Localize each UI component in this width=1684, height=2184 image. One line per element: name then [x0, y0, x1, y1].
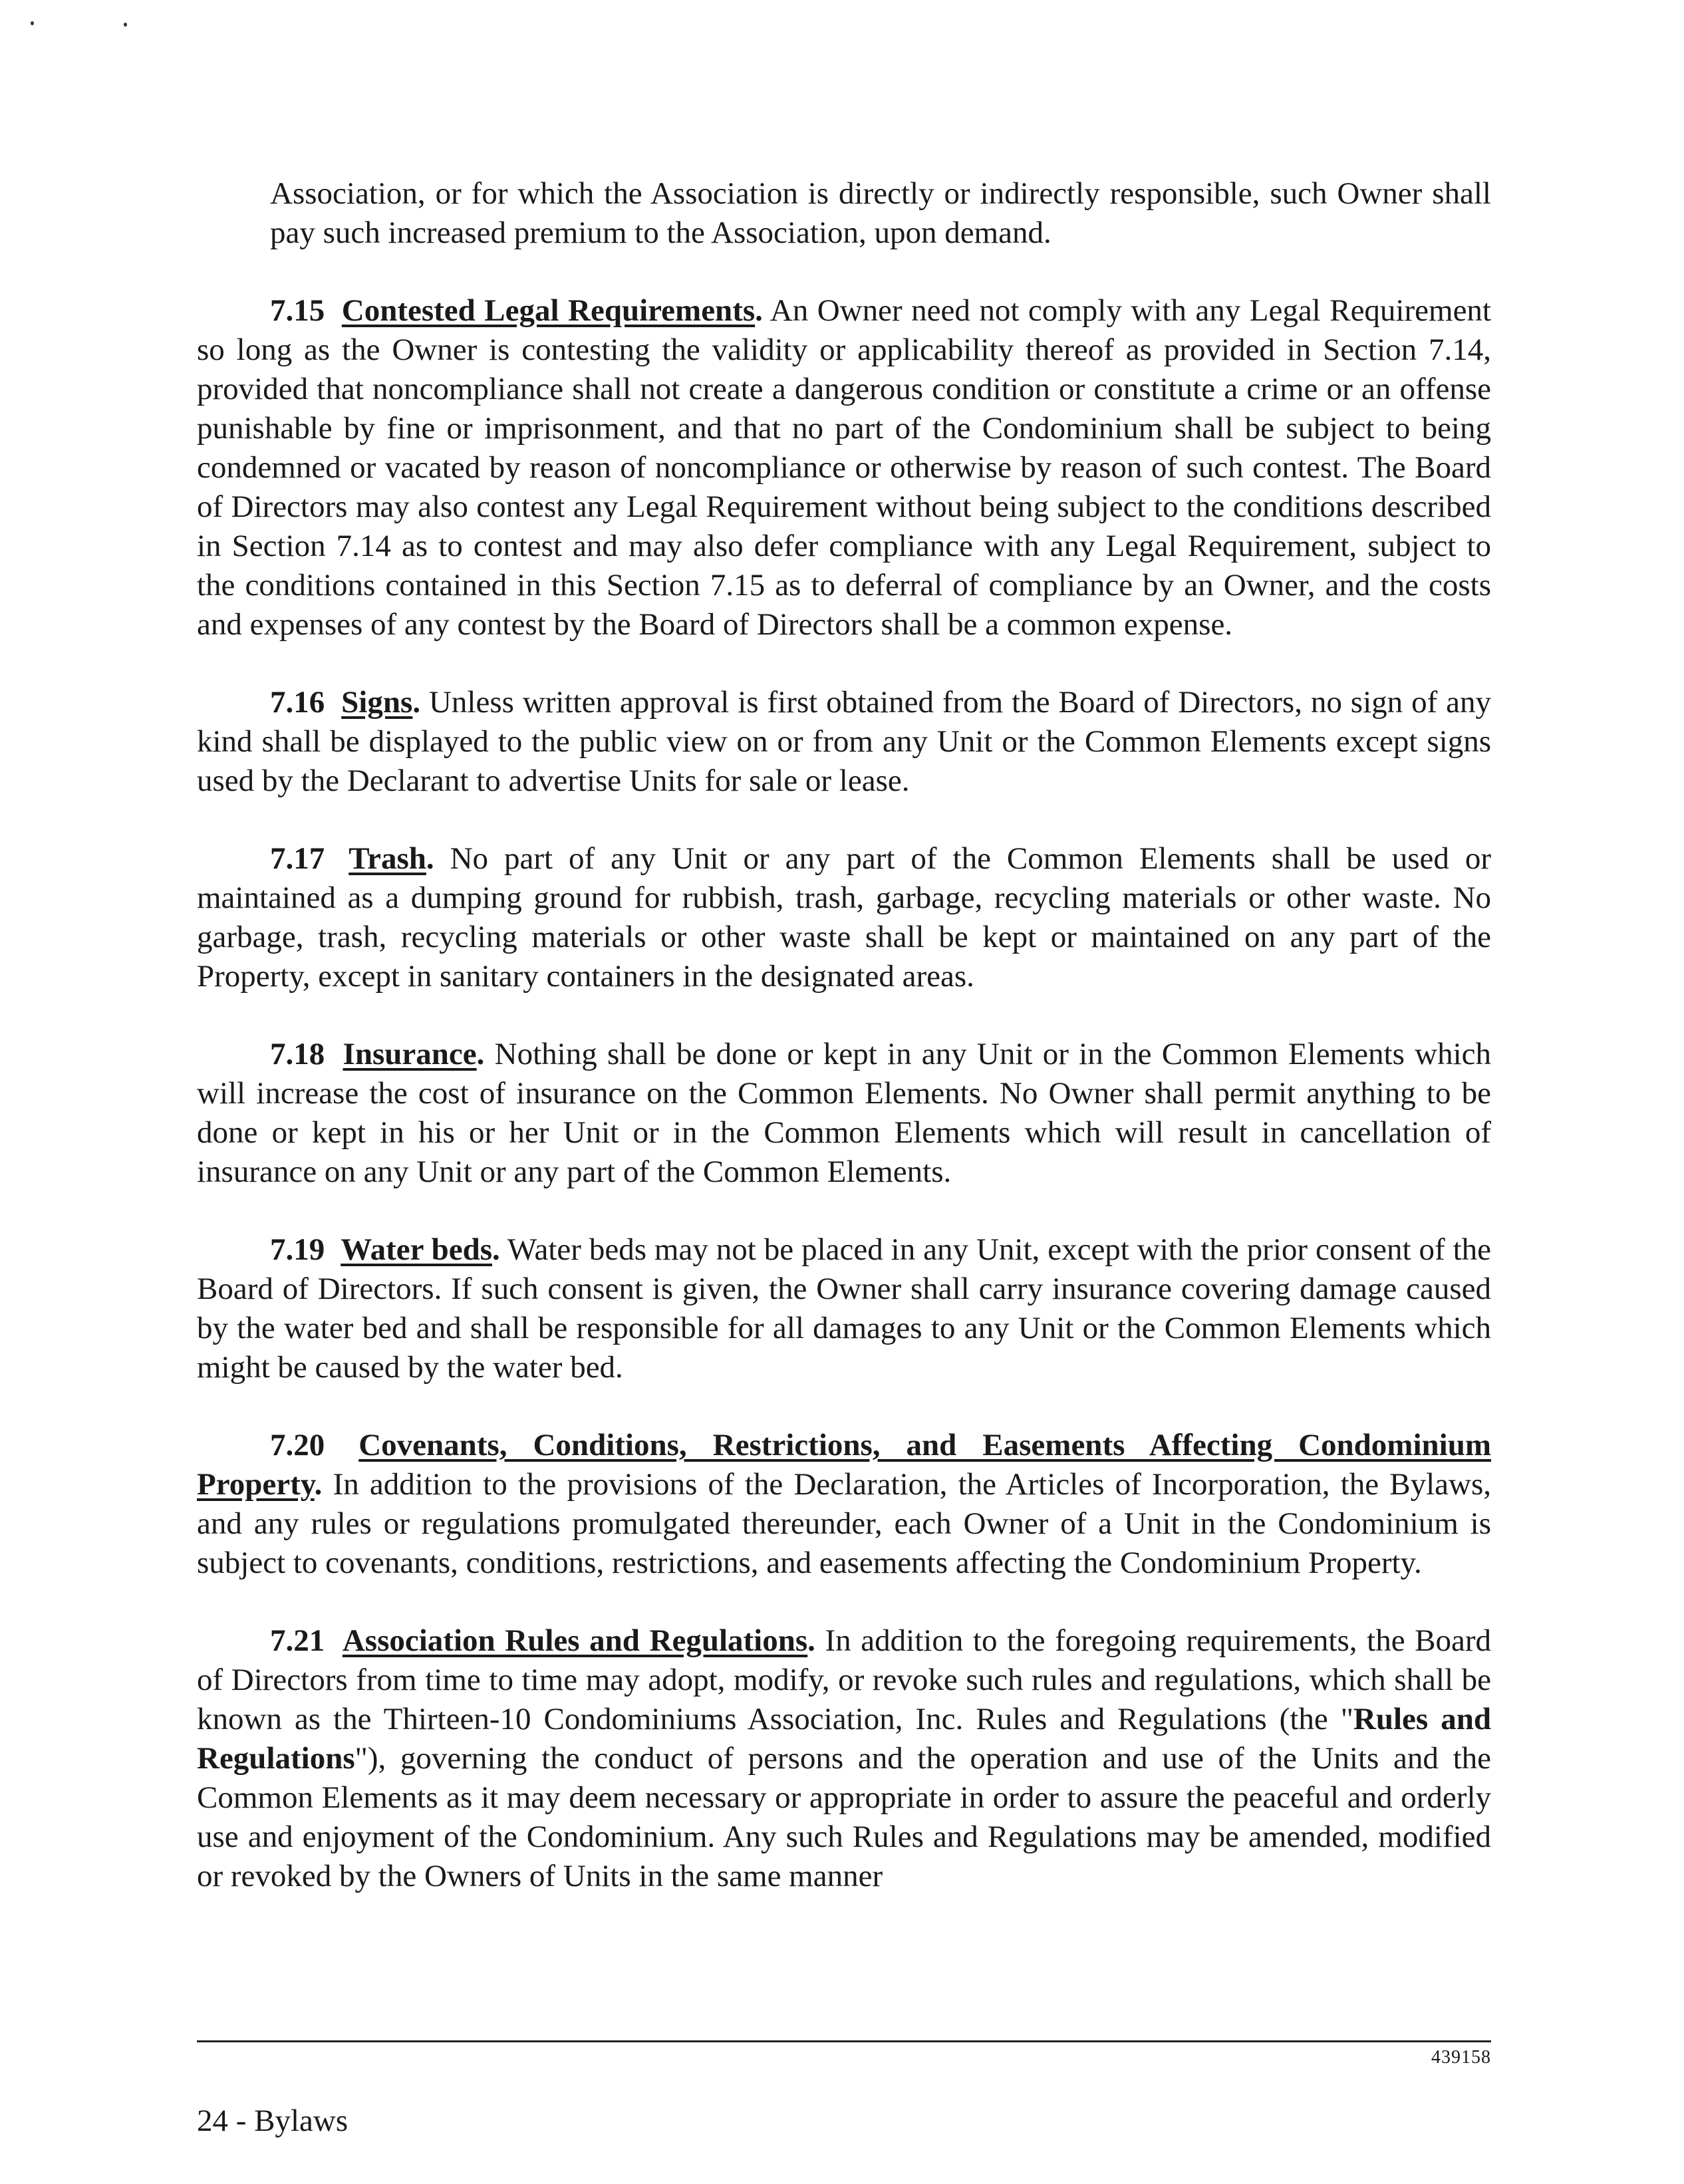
opening-paragraph: Association, or for which the Association is directly or indirectly responsible, such Owner shall pay such increased premium to the Association, upon demand.: [270, 176, 1491, 250]
section-body: Unless written approval is first obtained from the Board of Directors, no sign of any kind shall be displayed to the public view on or from any Unit or the Common Elements except signs used by the Declarant to advertise Units for sale or lease.: [197, 685, 1491, 798]
section-heading: Contested Legal Requirements: [341, 293, 756, 328]
section-7-18: [197, 1035, 1491, 1192]
scan-speck: [31, 21, 34, 25]
section-body: Nothing shall be done or kept in any Unit or in the Common Elements which will increase the cost of insurance on the Common Elements. No Owner shall permit anything to be done or kept in his or her Unit or in the Common Elements which will result in cancellation of insurance on any Unit or any part of the Common Elements.: [197, 1037, 1491, 1189]
page-label: 24 - Bylaws: [197, 2104, 349, 2138]
section-7-17: [197, 839, 1491, 996]
heading-period: .: [492, 1232, 500, 1267]
heading-period: .: [755, 293, 763, 328]
section-heading: Insurance: [343, 1037, 477, 1071]
heading-period: .: [412, 685, 421, 720]
section-number: 7.15: [270, 293, 325, 328]
section-number: 7.19: [270, 1232, 325, 1267]
section-body: No part of any Unit or any part of the Common Elements shall be used or maintained as a dumping ground for rubbish, trash, garbage, recycling materials or other waste. No garbage, trash, recycling materials or other waste shall be kept or maintained on any part of the Property, except in sanitary containers in the designated areas.: [197, 841, 1492, 994]
section-number: 7.20: [270, 1428, 325, 1462]
section-body: In addition to the provisions of the Declaration, the Articles of Incorporation, the Bylaws, and any rules or regulations promulgated thereunder, each Owner of a Unit in the Condominium is subject to covenants, conditions, restrictions, and easements affecting the Condominium Property.: [197, 1467, 1491, 1580]
section-body: Water beds may not be placed in any Unit, except with the prior consent of the Board of Directors. If such consent is given, the Owner shall carry insurance covering damage caused by the water bed and shall be responsible for all damages to any Unit or the Common Elements which might be caused by the water bed.: [197, 1232, 1491, 1385]
section-7-21: [197, 1621, 1491, 1896]
heading-period: .: [314, 1467, 323, 1502]
section-7-20: [197, 1426, 1491, 1583]
section-number: 7.17: [270, 841, 325, 876]
document-body: [197, 174, 1491, 1935]
heading-period: .: [476, 1037, 485, 1071]
section-7-15: [197, 291, 1491, 644]
section-heading: Association Rules and Regulations: [342, 1623, 808, 1658]
document-id: 439158: [1431, 2047, 1491, 2068]
section-heading: Covenants, Conditions, Restrictions, and Easements Affecting Condominium Property: [197, 1428, 1491, 1502]
section-7-19: [197, 1230, 1491, 1387]
section-number: 7.18: [270, 1037, 325, 1071]
section-body: In addition to the foregoing requirements, the Board of Directors from time to time may adopt, modify, or revoke such rules and regulations, which shall be known as the Thirteen-10 Condominiums Association, Inc. Rules and Regulations (the ": [197, 1623, 1492, 1736]
defined-term: Rules and Regulations: [197, 1702, 1491, 1776]
section-body-continued: "), governing the conduct of persons and the operation and use of the Units and the Common Elements as it may deem necessary or appropriate in order to assure the peaceful and orderly use and enjoyment of the Condominium. Any such Rules and Regulations may be amended, modified or revoked by the Owners of Units in the same manner: [197, 1741, 1491, 1893]
section-heading: Signs: [341, 685, 413, 720]
section-number: 7.16: [270, 685, 325, 720]
heading-period: .: [807, 1623, 815, 1658]
footer-divider: [197, 2040, 1491, 2042]
section-number: 7.21: [270, 1623, 325, 1658]
section-heading: Water beds: [341, 1232, 493, 1267]
section-heading: Trash: [349, 841, 426, 876]
section-7-16: [197, 683, 1491, 801]
section-body: An Owner need not comply with any Legal Requirement so long as the Owner is contesting the validity or applicability thereof as provided in Section 7.14, provided that noncompliance shall not create a dangerous condition or constitute a crime or an offense punishable by fine or imprisonment, and that no part of the Condominium shall be subject to being condemned or vacated by reason of noncompliance or otherwise by reason of such contest. The Board of Directors may also contest any Legal Requirement without being subject to the conditions described in Section 7.14 as to contest and may also defer compliance with any Legal Requirement, subject to the conditions contained in this Section 7.15 as to deferral of compliance by an Owner, and the costs and expenses of any contest by the Board of Directors shall be a common expense.: [197, 293, 1491, 642]
heading-period: .: [426, 841, 434, 876]
scan-speck: [124, 23, 127, 27]
